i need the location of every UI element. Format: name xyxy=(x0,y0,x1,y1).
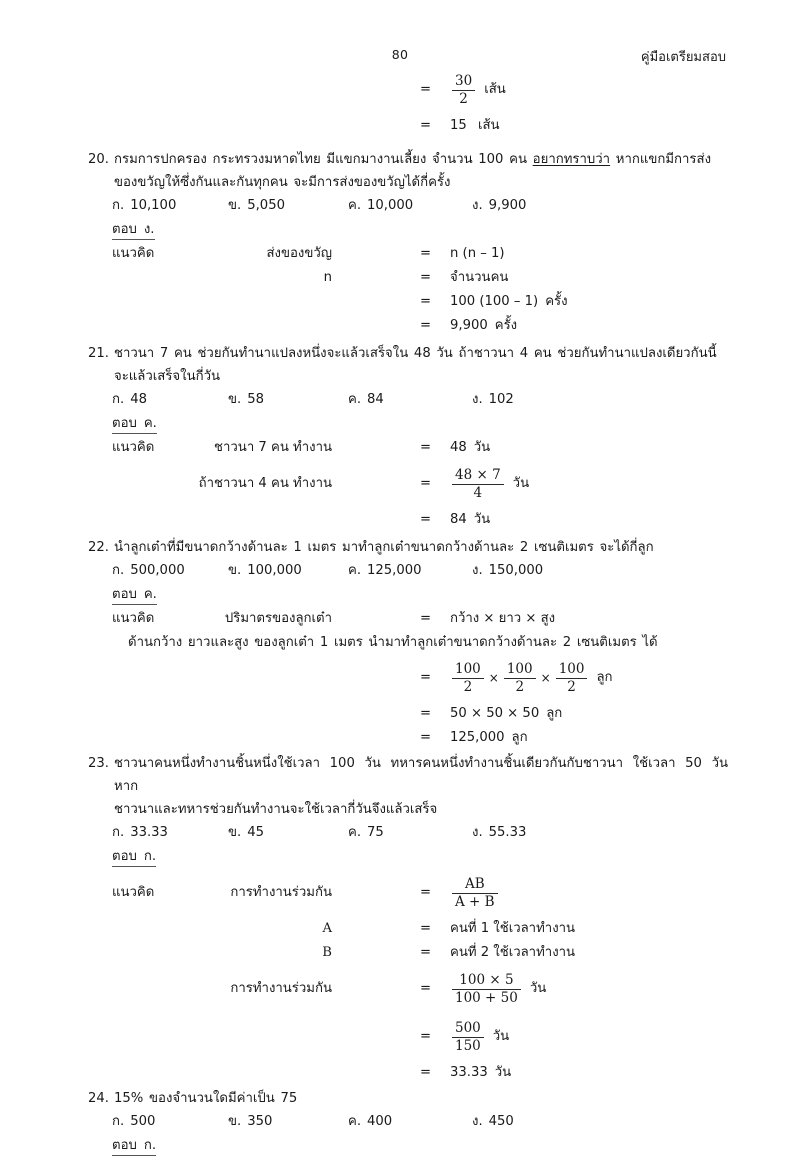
question-number: 21. xyxy=(88,346,109,361)
unit-label: วัน xyxy=(492,1029,510,1044)
choice-value: 150,000 xyxy=(488,563,544,578)
choice-key: ง. xyxy=(472,1114,483,1129)
solution-value: คนที่ 2 ใช้เวลาทำงาน xyxy=(450,945,576,960)
equals-sign: = xyxy=(420,945,432,960)
question-20-solution-row-4 xyxy=(0,314,800,338)
question-22-solution-row-2 xyxy=(0,702,800,726)
fraction-denominator: 4 xyxy=(452,484,504,500)
equals-sign: = xyxy=(420,706,432,721)
choice-kho[interactable] xyxy=(228,821,264,845)
question-22-solution-note: ด้านกว้าง ยาวและสูง ของลูกเต๋า 1 เมตร นำมาทำลูกเต๋าขนาดกว้างด้านละ 2 เซนติเมตร ได้ xyxy=(128,635,658,650)
equals-sign: = xyxy=(420,476,432,491)
choice-value: 10,100 xyxy=(130,198,177,213)
choice-key: ข. xyxy=(228,198,242,213)
question-22-statement xyxy=(0,536,800,559)
choice-ko[interactable] xyxy=(112,821,168,845)
choice-key: ง. xyxy=(472,563,483,578)
question-22-choices xyxy=(0,559,800,583)
equals-sign: = xyxy=(420,318,432,333)
choice-key: ค. xyxy=(348,392,362,407)
choice-key: ข. xyxy=(228,825,242,840)
question-21-solution-row-1 xyxy=(0,436,800,460)
question-21-solution-row-2 xyxy=(0,460,800,508)
fraction-denominator: A + B xyxy=(452,893,498,909)
choice-kho2[interactable] xyxy=(348,388,384,412)
choice-key: ค. xyxy=(348,1114,362,1129)
question-20-solution-row-2 xyxy=(0,266,800,290)
carryover-number: 15 xyxy=(450,118,467,133)
answer-key: ค. xyxy=(143,587,157,602)
equals-sign: = xyxy=(420,440,432,455)
fraction-numerator: AB xyxy=(464,876,485,893)
question-23-choices xyxy=(0,821,800,845)
choice-value: 102 xyxy=(488,392,514,407)
choice-key: ก. xyxy=(112,198,125,213)
spacer xyxy=(0,138,800,148)
choice-value: 5,050 xyxy=(247,198,285,213)
choice-ko[interactable] xyxy=(112,559,185,583)
question-22-answer xyxy=(0,583,800,607)
fraction xyxy=(452,973,521,1004)
choice-kho2[interactable] xyxy=(348,1110,392,1134)
answer-key: ก. xyxy=(143,1138,157,1153)
idea-label: แนวคิด xyxy=(112,611,155,626)
choice-value: 125,000 xyxy=(367,563,422,578)
page-content xyxy=(0,66,800,1158)
question-20-solution-row-3 xyxy=(0,290,800,314)
solution-value xyxy=(450,965,546,1013)
question-22-solution-row-3 xyxy=(0,726,800,750)
solution-term: ถ้าชาวนา 4 คน ทำงาน xyxy=(198,476,332,491)
solution-value xyxy=(450,290,568,314)
solution-term: A xyxy=(322,921,332,936)
choice-value: 450 xyxy=(488,1114,514,1129)
question-23-solution-row-6 xyxy=(0,1061,800,1085)
solution-value xyxy=(450,702,562,726)
unit-label: วัน xyxy=(512,476,530,491)
question-21-statement-line2: จะแล้วเสร็จในกี่วัน xyxy=(114,369,221,384)
question-number: 23. xyxy=(88,756,109,771)
unit-label: ครั้ง xyxy=(494,318,518,333)
question-20-choices xyxy=(0,194,800,218)
carryover-value-1 xyxy=(450,66,506,114)
choice-ko[interactable] xyxy=(112,388,147,412)
solution-value: จำนวนคน xyxy=(450,270,509,285)
choice-value: 33.33 xyxy=(130,825,168,840)
question-23-solution-row-2 xyxy=(0,917,800,941)
answer-label: ตอบ xyxy=(112,849,137,864)
solution-value xyxy=(450,1013,509,1061)
fraction-numerator: 30 xyxy=(455,73,473,90)
book-title: คู่มือเตรียมสอบ xyxy=(640,50,726,65)
equals-sign: = xyxy=(420,885,432,900)
choice-key: ค. xyxy=(348,563,362,578)
solution-value xyxy=(450,726,528,750)
solution-value xyxy=(450,314,517,338)
question-23-solution-row-3 xyxy=(0,941,800,965)
fraction-numerator: 100 xyxy=(455,661,481,678)
solution-expression: 9,900 xyxy=(450,318,488,333)
fraction-denominator: 100 + 50 xyxy=(452,989,521,1005)
multiply-operator: × xyxy=(540,671,551,685)
unit-label: เส้น xyxy=(477,118,500,133)
question-24-statement xyxy=(0,1087,800,1110)
question-text: ชาวนา 7 คน ช่วยกันทำนาแปลงหนึ่งจะแล้วเสร็จใน 48 วัน ถ้าชาวนา 4 คน ช่วยกันทำนาแปลงเดียวกันนี้ xyxy=(114,346,717,361)
equals-sign: = xyxy=(420,611,432,626)
fraction-denominator: 2 xyxy=(504,678,536,694)
question-text xyxy=(114,148,728,171)
choice-key: ง. xyxy=(472,825,483,840)
choice-key: ข. xyxy=(228,563,242,578)
solution-value: กว้าง × ยาว × สูง xyxy=(450,611,556,626)
question-text-part1: กรมการปกครอง กระทรวงมหาดไทย มีแขกมางานเลี้ยง จำนวน 100 คน xyxy=(114,152,533,167)
question-23-answer xyxy=(0,845,800,869)
solution-expression: 125,000 xyxy=(450,730,505,745)
question-24-choices xyxy=(0,1110,800,1134)
question-20-statement xyxy=(0,148,800,171)
question-text: ชาวนาคนหนึ่งทำงานชิ้นหนึ่งใช้เวลา 100 วัน ทหารคนหนึ่งทำงานชิ้นเดียวกันกับชาวนา ใช้เวลา 50 วัน หาก xyxy=(114,756,728,794)
question-20 xyxy=(0,148,800,338)
choice-kho2[interactable] xyxy=(348,821,384,845)
fraction xyxy=(452,468,504,499)
solution-value xyxy=(450,460,529,508)
question-number: 24. xyxy=(88,1091,109,1106)
solution-value xyxy=(450,869,500,917)
equals-sign: = xyxy=(420,921,432,936)
question-22 xyxy=(0,536,800,750)
choice-key: ง. xyxy=(472,198,483,213)
fraction-denominator: 2 xyxy=(452,678,484,694)
choice-value: 45 xyxy=(247,825,264,840)
equals-sign: = xyxy=(420,512,432,527)
choice-value: 350 xyxy=(247,1114,273,1129)
fraction xyxy=(452,1021,484,1052)
choice-value: 100,000 xyxy=(247,563,302,578)
question-24-answer xyxy=(0,1134,800,1158)
question-23-solution-row-5 xyxy=(0,1013,800,1061)
unit-label: วัน xyxy=(529,981,547,996)
answer-key: ง. xyxy=(143,222,155,237)
idea-label: แนวคิด xyxy=(112,440,155,455)
equals-sign: = xyxy=(420,246,432,261)
equals-sign: = xyxy=(420,730,432,745)
question-22-solution-row-1 xyxy=(0,654,800,702)
equals-sign: = xyxy=(420,82,432,97)
unit-label: วัน xyxy=(473,512,491,527)
choice-value: 400 xyxy=(367,1114,393,1129)
solution-value xyxy=(450,508,490,532)
fraction xyxy=(452,877,498,908)
solution-expression: 48 xyxy=(450,440,467,455)
answer-label: ตอบ xyxy=(112,222,137,237)
equals-sign: = xyxy=(420,670,432,685)
solution-value xyxy=(450,654,613,702)
equals-sign: = xyxy=(420,1065,432,1080)
solution-term: B xyxy=(322,945,332,960)
choice-kho2[interactable] xyxy=(348,559,422,583)
question-21-statement xyxy=(0,342,800,365)
choice-value: 9,900 xyxy=(488,198,527,213)
question-20-statement-line2: ของขวัญให้ซึ่งกันและกันทุกคน จะมีการส่งของขวัญได้กี่ครั้ง xyxy=(114,175,451,190)
choice-ngo[interactable] xyxy=(472,194,526,218)
question-20-answer xyxy=(0,218,800,242)
answer-label: ตอบ xyxy=(112,416,137,431)
fraction-numerator: 100 × 5 xyxy=(459,972,514,989)
unit-label: ครั้ง xyxy=(545,294,568,309)
choice-kho[interactable] xyxy=(228,388,264,412)
question-23 xyxy=(0,752,800,1085)
question-21-choices xyxy=(0,388,800,412)
equals-sign: = xyxy=(420,118,432,133)
fraction-denominator: 2 xyxy=(452,90,475,106)
choice-key: ก. xyxy=(112,825,125,840)
choice-value: 84 xyxy=(367,392,384,407)
solution-term: n xyxy=(323,270,332,285)
question-text-part2: หากแขกมีการส่ง xyxy=(610,152,712,167)
choice-value: 48 xyxy=(130,392,147,407)
idea-label: แนวคิด xyxy=(112,885,155,900)
solution-expression: 50 × 50 × 50 xyxy=(450,706,540,721)
choice-value: 500 xyxy=(130,1114,156,1129)
solution-expression: 100 (100 – 1) xyxy=(450,294,539,309)
question-23-solution-row-1 xyxy=(0,869,800,917)
question-text: 15% ของจำนวนใดมีค่าเป็น 75 xyxy=(114,1091,298,1106)
question-number: 20. xyxy=(88,152,109,167)
answer-key: ค. xyxy=(143,416,157,431)
choice-key: ค. xyxy=(348,198,362,213)
multiply-operator: × xyxy=(488,671,499,685)
idea-label: แนวคิด xyxy=(112,246,155,261)
choice-key: ก. xyxy=(112,563,125,578)
answer-label-group xyxy=(112,848,156,867)
fraction-numerator: 100 xyxy=(506,661,533,678)
choice-value: 10,000 xyxy=(367,198,414,213)
question-23-statement xyxy=(0,752,800,798)
choice-value: 500,000 xyxy=(130,563,185,578)
choice-ko[interactable] xyxy=(112,1110,155,1134)
choice-key: ง. xyxy=(472,392,483,407)
carryover-value-2 xyxy=(450,114,500,138)
choice-value: 58 xyxy=(247,392,264,407)
fraction-numerator: 500 xyxy=(455,1020,481,1037)
solution-term: การทำงานร่วมกัน xyxy=(230,981,332,996)
choice-ngo[interactable] xyxy=(472,1110,514,1134)
fraction xyxy=(556,662,588,693)
solution-term: ส่งของขวัญ xyxy=(266,246,332,261)
answer-label-group xyxy=(112,415,157,434)
question-23-solution-row-4 xyxy=(0,965,800,1013)
answer-label: ตอบ xyxy=(112,587,137,602)
emphasis-underline: อยากทราบว่า xyxy=(532,152,611,167)
fraction xyxy=(452,74,475,105)
carryover-line-2 xyxy=(0,114,800,138)
answer-label-group xyxy=(112,1137,156,1156)
choice-ngo[interactable] xyxy=(472,821,526,845)
question-20-solution-row-1 xyxy=(0,242,800,266)
question-number: 22. xyxy=(88,540,109,555)
solution-value xyxy=(450,1061,511,1085)
choice-key: ก. xyxy=(112,392,125,407)
fraction xyxy=(452,662,484,693)
choice-ko[interactable] xyxy=(112,194,176,218)
choice-key: ก. xyxy=(112,1114,125,1129)
question-text: นำลูกเต๋าที่มีขนาดกว้างด้านละ 1 เมตร มาทำลูกเต๋าขนาดกว้างด้านละ 2 เซนติเมตร จะได้กี่ลูก xyxy=(114,540,654,555)
question-22-solution-head xyxy=(0,607,800,631)
unit-label: ลูก xyxy=(546,706,563,721)
question-23-statement-line2: ชาวนาและทหารช่วยกันทำงานจะใช้เวลากี่วันจึงแล้วเสร็จ xyxy=(114,802,438,817)
unit-label: เส้น xyxy=(484,82,506,97)
choice-kho[interactable] xyxy=(228,194,285,218)
choice-ngo[interactable] xyxy=(472,388,514,412)
equals-sign: = xyxy=(420,981,432,996)
choice-kho[interactable] xyxy=(228,559,302,583)
answer-label: ตอบ xyxy=(112,1138,137,1153)
unit-label: ลูก xyxy=(596,670,613,685)
fraction xyxy=(504,662,536,693)
equals-sign: = xyxy=(420,270,432,285)
unit-label: ลูก xyxy=(511,730,528,745)
solution-value: คนที่ 1 ใช้เวลาทำงาน xyxy=(450,921,576,936)
question-21-solution-row-3 xyxy=(0,508,800,532)
solution-term: ปริมาตรของลูกเต๋า xyxy=(224,611,332,626)
choice-key: ข. xyxy=(228,1114,242,1129)
page-header xyxy=(0,47,800,67)
solution-expression: 84 xyxy=(450,512,467,527)
fraction-numerator: 48 × 7 xyxy=(455,467,501,484)
unit-label: วัน xyxy=(473,440,491,455)
solution-value xyxy=(450,436,490,460)
solution-term: ชาวนา 7 คน ทำงาน xyxy=(214,440,332,455)
page-number: 80 xyxy=(391,47,409,62)
carryover-line-1 xyxy=(0,66,800,114)
solution-value: n (n – 1) xyxy=(450,246,505,261)
question-24 xyxy=(0,1087,800,1158)
equals-sign: = xyxy=(420,1029,432,1044)
question-21-answer xyxy=(0,412,800,436)
solution-expression: 33.33 xyxy=(450,1065,488,1080)
answer-key: ก. xyxy=(143,849,157,864)
unit-label: วัน xyxy=(494,1065,512,1080)
choice-ngo[interactable] xyxy=(472,559,543,583)
equals-sign: = xyxy=(420,294,432,309)
choice-key: ค. xyxy=(348,825,362,840)
question-21 xyxy=(0,342,800,532)
choice-value: 75 xyxy=(367,825,384,840)
solution-term: การทำงานร่วมกัน xyxy=(230,885,332,900)
choice-kho[interactable] xyxy=(228,1110,272,1134)
fraction-numerator: 100 xyxy=(558,661,585,678)
fraction-denominator: 150 xyxy=(452,1037,484,1053)
answer-label-group xyxy=(112,221,155,240)
choice-kho2[interactable] xyxy=(348,194,413,218)
choice-value: 55.33 xyxy=(488,825,527,840)
answer-label-group xyxy=(112,586,157,605)
choice-key: ข. xyxy=(228,392,242,407)
fraction-denominator: 2 xyxy=(556,678,588,694)
